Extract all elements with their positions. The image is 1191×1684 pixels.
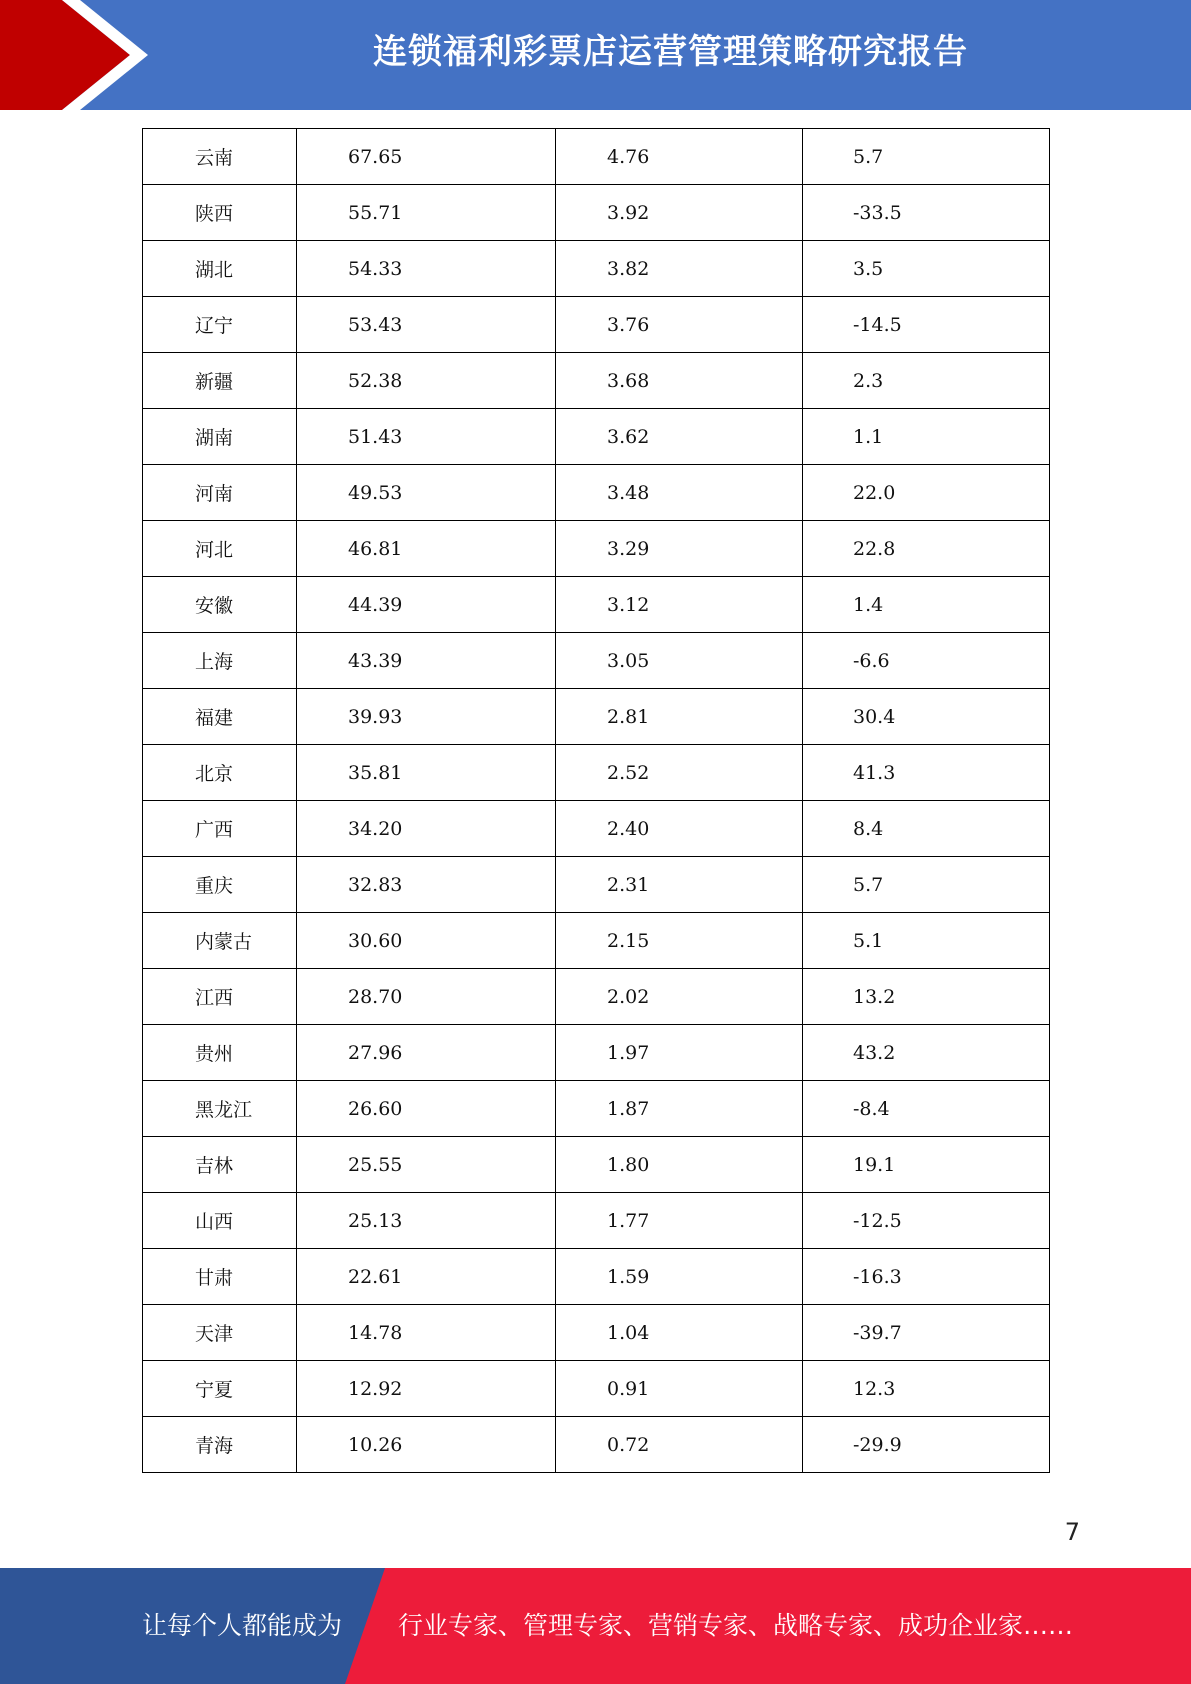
growth-cell: -16.3 <box>803 1249 1050 1305</box>
share-cell: 3.92 <box>556 185 803 241</box>
value-cell: 35.81 <box>297 745 556 801</box>
region-cell: 吉林 <box>143 1137 297 1193</box>
region-cell: 青海 <box>143 1417 297 1473</box>
table-row <box>143 1137 1050 1193</box>
region-cell: 天津 <box>143 1305 297 1361</box>
footer-slogan-right: 行业专家、管理专家、营销专家、战略专家、成功企业家…… <box>398 1611 1074 1640</box>
page-number: 7 <box>1064 1518 1080 1546</box>
share-cell: 3.29 <box>556 521 803 577</box>
table-row <box>143 465 1050 521</box>
table-row <box>143 521 1050 577</box>
value-cell: 10.26 <box>297 1417 556 1473</box>
value-cell: 49.53 <box>297 465 556 521</box>
value-cell: 26.60 <box>297 1081 556 1137</box>
value-cell: 67.65 <box>297 129 556 185</box>
growth-cell: 22.8 <box>803 521 1050 577</box>
growth-cell: -14.5 <box>803 297 1050 353</box>
growth-cell: 1.4 <box>803 577 1050 633</box>
growth-cell: 12.3 <box>803 1361 1050 1417</box>
region-cell: 云南 <box>143 129 297 185</box>
value-cell: 34.20 <box>297 801 556 857</box>
value-cell: 52.38 <box>297 353 556 409</box>
value-cell: 25.13 <box>297 1193 556 1249</box>
growth-cell: -12.5 <box>803 1193 1050 1249</box>
growth-cell: 22.0 <box>803 465 1050 521</box>
region-cell: 广西 <box>143 801 297 857</box>
growth-cell: 1.1 <box>803 409 1050 465</box>
growth-cell: 43.2 <box>803 1025 1050 1081</box>
growth-cell: -8.4 <box>803 1081 1050 1137</box>
value-cell: 51.43 <box>297 409 556 465</box>
table-row <box>143 801 1050 857</box>
page-header <box>0 0 1191 110</box>
share-cell: 4.76 <box>556 129 803 185</box>
region-cell: 福建 <box>143 689 297 745</box>
share-cell: 3.82 <box>556 241 803 297</box>
share-cell: 0.72 <box>556 1417 803 1473</box>
growth-cell: -33.5 <box>803 185 1050 241</box>
table-row <box>143 689 1050 745</box>
region-cell: 河北 <box>143 521 297 577</box>
table-row <box>143 353 1050 409</box>
table-row <box>143 1417 1050 1473</box>
share-cell: 2.40 <box>556 801 803 857</box>
growth-cell: 5.7 <box>803 857 1050 913</box>
header-chevron-decoration <box>0 0 160 110</box>
share-cell: 2.02 <box>556 969 803 1025</box>
share-cell: 1.80 <box>556 1137 803 1193</box>
table-row <box>143 633 1050 689</box>
share-cell: 3.12 <box>556 577 803 633</box>
region-cell: 重庆 <box>143 857 297 913</box>
value-cell: 12.92 <box>297 1361 556 1417</box>
table-row <box>143 1305 1050 1361</box>
value-cell: 46.81 <box>297 521 556 577</box>
growth-cell: 8.4 <box>803 801 1050 857</box>
share-cell: 3.68 <box>556 353 803 409</box>
growth-cell: -6.6 <box>803 633 1050 689</box>
table-row <box>143 1081 1050 1137</box>
region-cell: 甘肃 <box>143 1249 297 1305</box>
value-cell: 28.70 <box>297 969 556 1025</box>
table-row <box>143 185 1050 241</box>
table-row <box>143 1193 1050 1249</box>
value-cell: 25.55 <box>297 1137 556 1193</box>
share-cell: 1.04 <box>556 1305 803 1361</box>
table-row <box>143 1361 1050 1417</box>
growth-cell: 13.2 <box>803 969 1050 1025</box>
share-cell: 0.91 <box>556 1361 803 1417</box>
share-cell: 1.87 <box>556 1081 803 1137</box>
page-footer <box>0 1568 1191 1684</box>
value-cell: 27.96 <box>297 1025 556 1081</box>
region-cell: 山西 <box>143 1193 297 1249</box>
table-row <box>143 1249 1050 1305</box>
table-row <box>143 745 1050 801</box>
table-body <box>143 129 1050 1473</box>
region-cell: 湖北 <box>143 241 297 297</box>
table-row <box>143 913 1050 969</box>
growth-cell: 5.1 <box>803 913 1050 969</box>
growth-cell: -29.9 <box>803 1417 1050 1473</box>
value-cell: 14.78 <box>297 1305 556 1361</box>
share-cell: 2.81 <box>556 689 803 745</box>
value-cell: 53.43 <box>297 297 556 353</box>
growth-cell: 19.1 <box>803 1137 1050 1193</box>
growth-cell: 30.4 <box>803 689 1050 745</box>
table-row <box>143 969 1050 1025</box>
value-cell: 55.71 <box>297 185 556 241</box>
table-row <box>143 129 1050 185</box>
share-cell: 1.59 <box>556 1249 803 1305</box>
table-row <box>143 409 1050 465</box>
value-cell: 43.39 <box>297 633 556 689</box>
table-row <box>143 241 1050 297</box>
table-row <box>143 1025 1050 1081</box>
region-cell: 安徽 <box>143 577 297 633</box>
region-cell: 宁夏 <box>143 1361 297 1417</box>
region-cell: 湖南 <box>143 409 297 465</box>
share-cell: 3.48 <box>556 465 803 521</box>
region-cell: 江西 <box>143 969 297 1025</box>
region-cell: 新疆 <box>143 353 297 409</box>
share-cell: 3.62 <box>556 409 803 465</box>
share-cell: 1.97 <box>556 1025 803 1081</box>
share-cell: 3.76 <box>556 297 803 353</box>
region-cell: 贵州 <box>143 1025 297 1081</box>
chevron-red-shape <box>0 0 130 110</box>
growth-cell: -39.7 <box>803 1305 1050 1361</box>
growth-cell: 41.3 <box>803 745 1050 801</box>
report-title: 连锁福利彩票店运营管理策略研究报告 <box>373 32 968 72</box>
share-cell: 2.15 <box>556 913 803 969</box>
value-cell: 44.39 <box>297 577 556 633</box>
share-cell: 3.05 <box>556 633 803 689</box>
region-cell: 辽宁 <box>143 297 297 353</box>
value-cell: 54.33 <box>297 241 556 297</box>
growth-cell: 2.3 <box>803 353 1050 409</box>
region-cell: 黑龙江 <box>143 1081 297 1137</box>
region-cell: 内蒙古 <box>143 913 297 969</box>
growth-cell: 3.5 <box>803 241 1050 297</box>
table-row <box>143 297 1050 353</box>
value-cell: 32.83 <box>297 857 556 913</box>
region-cell: 陕西 <box>143 185 297 241</box>
table-row <box>143 577 1050 633</box>
share-cell: 2.31 <box>556 857 803 913</box>
region-cell: 河南 <box>143 465 297 521</box>
region-cell: 北京 <box>143 745 297 801</box>
growth-cell: 5.7 <box>803 129 1050 185</box>
value-cell: 30.60 <box>297 913 556 969</box>
footer-slogan-left: 让每个人都能成为 <box>142 1611 343 1640</box>
value-cell: 39.93 <box>297 689 556 745</box>
value-cell: 22.61 <box>297 1249 556 1305</box>
table-row <box>143 857 1050 913</box>
share-cell: 2.52 <box>556 745 803 801</box>
regional-data-table <box>142 128 1050 1473</box>
region-cell: 上海 <box>143 633 297 689</box>
share-cell: 1.77 <box>556 1193 803 1249</box>
